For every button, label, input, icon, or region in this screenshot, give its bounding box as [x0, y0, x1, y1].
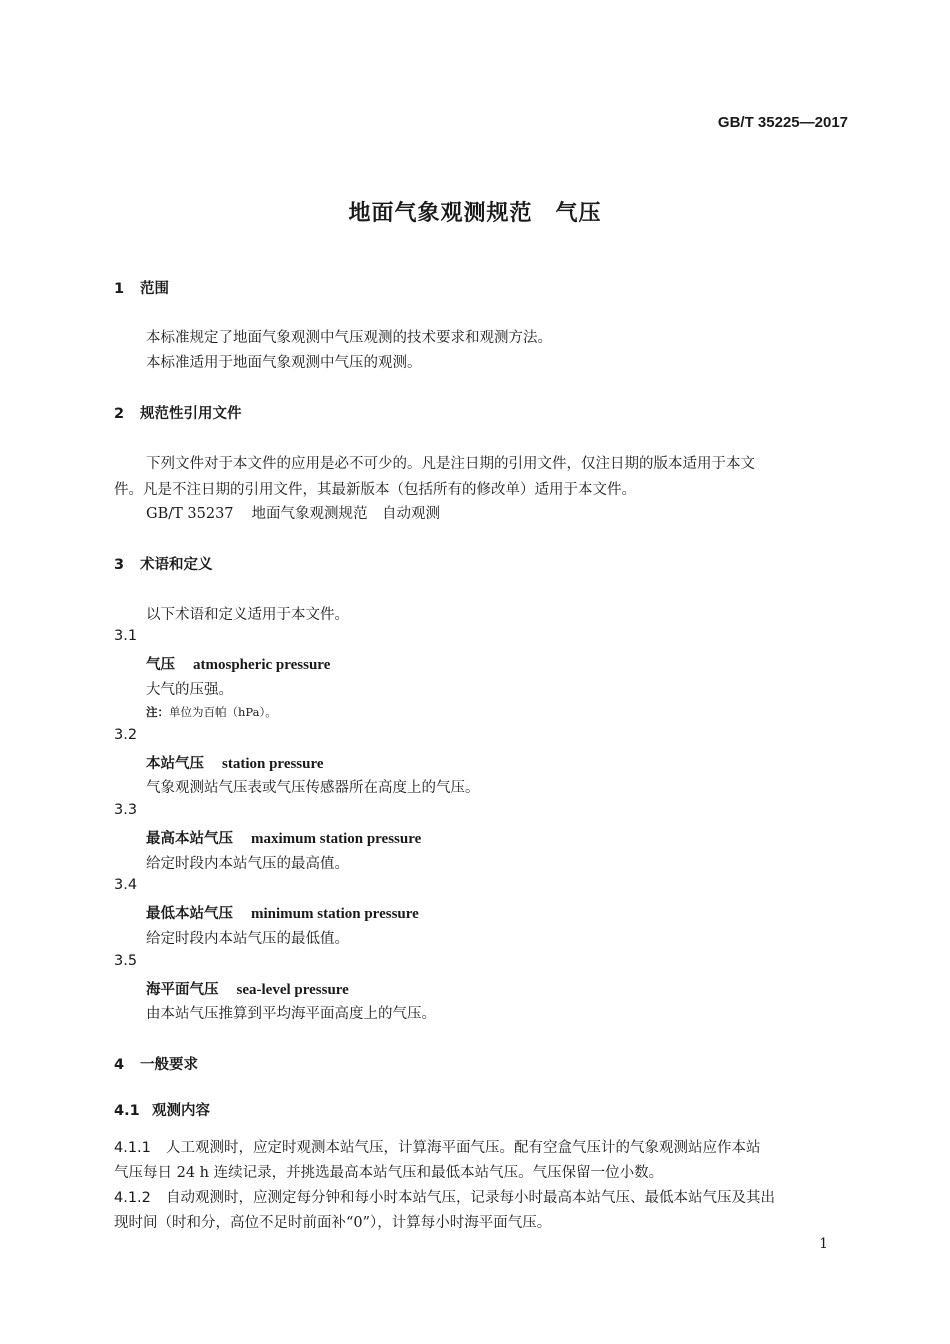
subsection-title: 观测内容	[152, 1103, 210, 1119]
clause-text: 人工观测时，应定时观测本站气压，计算海平面气压。配有空盒气压计的气象观测站应作本站	[166, 1140, 761, 1156]
term-heading	[146, 653, 330, 674]
clause-4-1-1-line: 气压每日 24 h 连续记录，并挑选最高本站气压和最低本站气压。气压保留一位小数。	[114, 1165, 664, 1181]
term-number: 3.1	[114, 628, 138, 644]
section-number: 4	[114, 1057, 125, 1073]
term-en: minimum station pressure	[251, 906, 419, 922]
term-zh: 气压	[146, 656, 175, 673]
paragraph: 本标准适用于地面气象观测中气压的观测。	[146, 355, 422, 371]
section-3-heading	[114, 553, 213, 574]
document-title: 地面气象观测规范 气压	[348, 201, 602, 226]
term-zh: 海平面气压	[146, 981, 219, 998]
term-definition: 给定时段内本站气压的最高值。	[146, 856, 349, 872]
term-number: 3.5	[114, 953, 138, 969]
paragraph-line: 下列文件对于本文件的应用是必不可少的。凡是注日期的引用文件，仅注日期的版本适用于本文	[146, 456, 755, 472]
term-en: maximum station pressure	[251, 831, 422, 847]
term-heading	[146, 902, 419, 923]
term-heading	[146, 752, 324, 773]
standard-code: GB/T 35225—2017	[717, 114, 848, 131]
section-1-heading	[114, 277, 169, 298]
section-number: 2	[114, 406, 125, 422]
section-title: 术语和定义	[140, 557, 213, 573]
clause-number: 4.1.1	[114, 1140, 151, 1156]
section-4-heading	[114, 1053, 198, 1074]
term-definition: 由本站气压推算到平均海平面高度上的气压。	[146, 1006, 436, 1022]
section-number: 1	[114, 281, 125, 297]
term-number: 3.2	[114, 727, 138, 743]
clause-4-1-2-line: 现时间（时和分，高位不足时前面补“0”），计算每小时海平面气压。	[114, 1215, 552, 1231]
note-label: 注：	[146, 705, 169, 719]
page-number: 1	[819, 1236, 828, 1252]
term-heading	[146, 827, 421, 848]
paragraph: 以下术语和定义适用于本文件。	[146, 607, 349, 623]
reference-title: 地面气象观测规范 自动观测	[251, 506, 441, 522]
term-zh: 最高本站气压	[146, 830, 233, 847]
term-en: station pressure	[222, 756, 324, 772]
normative-reference	[146, 502, 440, 523]
term-definition: 给定时段内本站气压的最低值。	[146, 931, 349, 947]
term-note	[146, 704, 277, 720]
note-text: 单位为百帕（hPa）。	[169, 705, 277, 719]
subsection-4-1-heading	[114, 1099, 210, 1120]
term-number: 3.4	[114, 877, 138, 893]
clause-text: 自动观测时，应测定每分钟和每小时本站气压，记录每小时最高本站气压、最低本站气压及其出	[166, 1190, 775, 1206]
section-number: 3	[114, 557, 125, 573]
subsection-number: 4.1	[114, 1103, 140, 1119]
clause-4-1-1-line	[114, 1136, 761, 1157]
term-en: atmospheric pressure	[193, 657, 331, 673]
term-zh: 最低本站气压	[146, 905, 233, 922]
clause-4-1-2-line	[114, 1186, 775, 1207]
term-zh: 本站气压	[146, 755, 204, 772]
paragraph: 本标准规定了地面气象观测中气压观测的技术要求和观测方法。	[146, 330, 552, 346]
term-definition: 气象观测站气压表或气压传感器所在高度上的气压。	[146, 780, 480, 796]
term-heading	[146, 978, 349, 999]
section-title: 一般要求	[140, 1057, 198, 1073]
clause-number: 4.1.2	[114, 1190, 151, 1206]
term-definition: 大气的压强。	[146, 682, 233, 698]
term-number: 3.3	[114, 802, 138, 818]
section-title: 范围	[140, 281, 169, 297]
section-title: 规范性引用文件	[140, 406, 242, 422]
term-en: sea-level pressure	[236, 982, 349, 998]
section-2-heading	[114, 402, 242, 423]
reference-code: GB/T 35237	[146, 506, 234, 522]
paragraph-line: 件。凡是不注日期的引用文件，其最新版本（包括所有的修改单）适用于本文件。	[114, 482, 636, 498]
